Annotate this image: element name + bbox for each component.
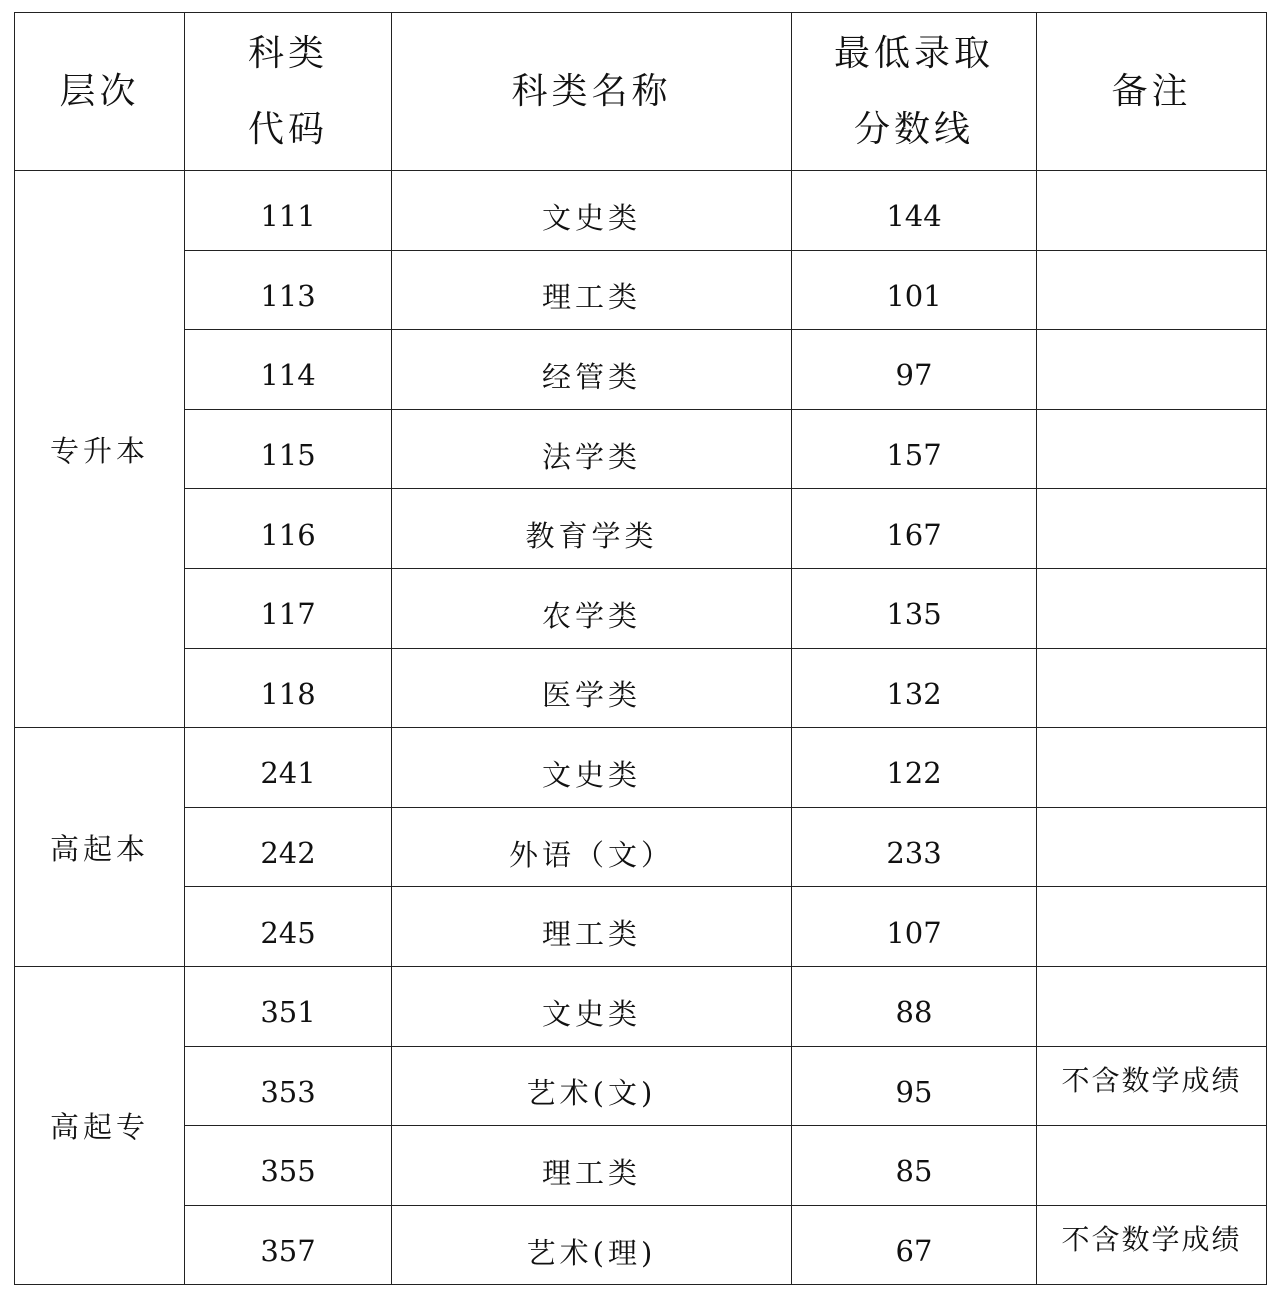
level-cell: 专升本	[15, 171, 185, 728]
code-cell: 353	[185, 1046, 392, 1126]
table-row	[15, 1205, 1267, 1285]
min-score-cell: 122	[792, 728, 1037, 808]
remark-cell	[1037, 887, 1267, 967]
table-row	[15, 409, 1267, 489]
code-cell: 355	[185, 1126, 392, 1206]
code-cell: 113	[185, 250, 392, 330]
table-row	[15, 887, 1267, 967]
table-row	[15, 568, 1267, 648]
remark-cell	[1037, 1126, 1267, 1206]
category-name-cell: 理工类	[392, 1126, 792, 1206]
header-score-line1: 最低录取	[833, 32, 994, 74]
code-cell: 245	[185, 887, 392, 967]
min-score-cell: 101	[792, 250, 1037, 330]
min-score-cell: 132	[792, 648, 1037, 728]
header-code-line2: 代码	[247, 108, 328, 150]
header-remark: 备注	[1037, 13, 1267, 171]
code-cell: 357	[185, 1205, 392, 1285]
code-cell: 242	[185, 807, 392, 887]
remark-cell	[1037, 250, 1267, 330]
table-row	[15, 728, 1267, 808]
category-name-cell: 经管类	[392, 330, 792, 410]
category-name-cell: 文史类	[392, 728, 792, 808]
table-row	[15, 1046, 1267, 1126]
min-score-cell: 67	[792, 1205, 1037, 1285]
category-name-cell: 文史类	[392, 966, 792, 1046]
category-name-cell: 理工类	[392, 887, 792, 967]
category-name-cell: 艺术(文)	[392, 1046, 792, 1126]
table-row	[15, 807, 1267, 887]
min-score-cell: 97	[792, 330, 1037, 410]
header-level: 层次	[15, 13, 185, 171]
remark-cell	[1037, 171, 1267, 251]
code-cell: 351	[185, 966, 392, 1046]
level-cell: 高起本	[15, 728, 185, 967]
min-score-cell: 144	[792, 171, 1037, 251]
table-row	[15, 250, 1267, 330]
code-cell: 117	[185, 568, 392, 648]
min-score-cell: 95	[792, 1046, 1037, 1126]
min-score-cell: 135	[792, 568, 1037, 648]
min-score-cell: 85	[792, 1126, 1037, 1206]
header-code-line1: 科类	[247, 32, 328, 74]
code-cell: 111	[185, 171, 392, 251]
category-name-cell: 教育学类	[392, 489, 792, 569]
min-score-cell: 157	[792, 409, 1037, 489]
table-row	[15, 489, 1267, 569]
code-cell: 115	[185, 409, 392, 489]
remark-cell	[1037, 330, 1267, 410]
header-min-score	[792, 13, 1037, 171]
header-name: 科类名称	[392, 13, 792, 171]
min-score-cell: 167	[792, 489, 1037, 569]
category-name-cell: 医学类	[392, 648, 792, 728]
remark-cell	[1037, 728, 1267, 808]
code-cell: 116	[185, 489, 392, 569]
admission-score-table	[14, 12, 1267, 1285]
min-score-cell: 233	[792, 807, 1037, 887]
category-name-cell: 文史类	[392, 171, 792, 251]
category-name-cell: 法学类	[392, 409, 792, 489]
table-row	[15, 171, 1267, 251]
category-name-cell: 农学类	[392, 568, 792, 648]
header-row	[15, 13, 1267, 171]
remark-cell	[1037, 568, 1267, 648]
header-code	[185, 13, 392, 171]
table-row	[15, 330, 1267, 410]
table-row	[15, 648, 1267, 728]
code-cell: 114	[185, 330, 392, 410]
remark-cell	[1037, 409, 1267, 489]
category-name-cell: 艺术(理)	[392, 1205, 792, 1285]
min-score-cell: 107	[792, 887, 1037, 967]
level-cell: 高起专	[15, 966, 185, 1284]
remark-cell	[1037, 966, 1267, 1046]
table-row	[15, 966, 1267, 1046]
remark-cell: 不含数学成绩	[1037, 1205, 1267, 1285]
min-score-cell: 88	[792, 966, 1037, 1046]
code-cell: 118	[185, 648, 392, 728]
header-score-line2: 分数线	[853, 108, 974, 150]
category-name-cell: 理工类	[392, 250, 792, 330]
table-body	[15, 171, 1267, 1285]
remark-cell	[1037, 489, 1267, 569]
remark-cell	[1037, 648, 1267, 728]
remark-cell	[1037, 807, 1267, 887]
code-cell: 241	[185, 728, 392, 808]
table-row	[15, 1126, 1267, 1206]
category-name-cell: 外语（文）	[392, 807, 792, 887]
remark-cell: 不含数学成绩	[1037, 1046, 1267, 1126]
